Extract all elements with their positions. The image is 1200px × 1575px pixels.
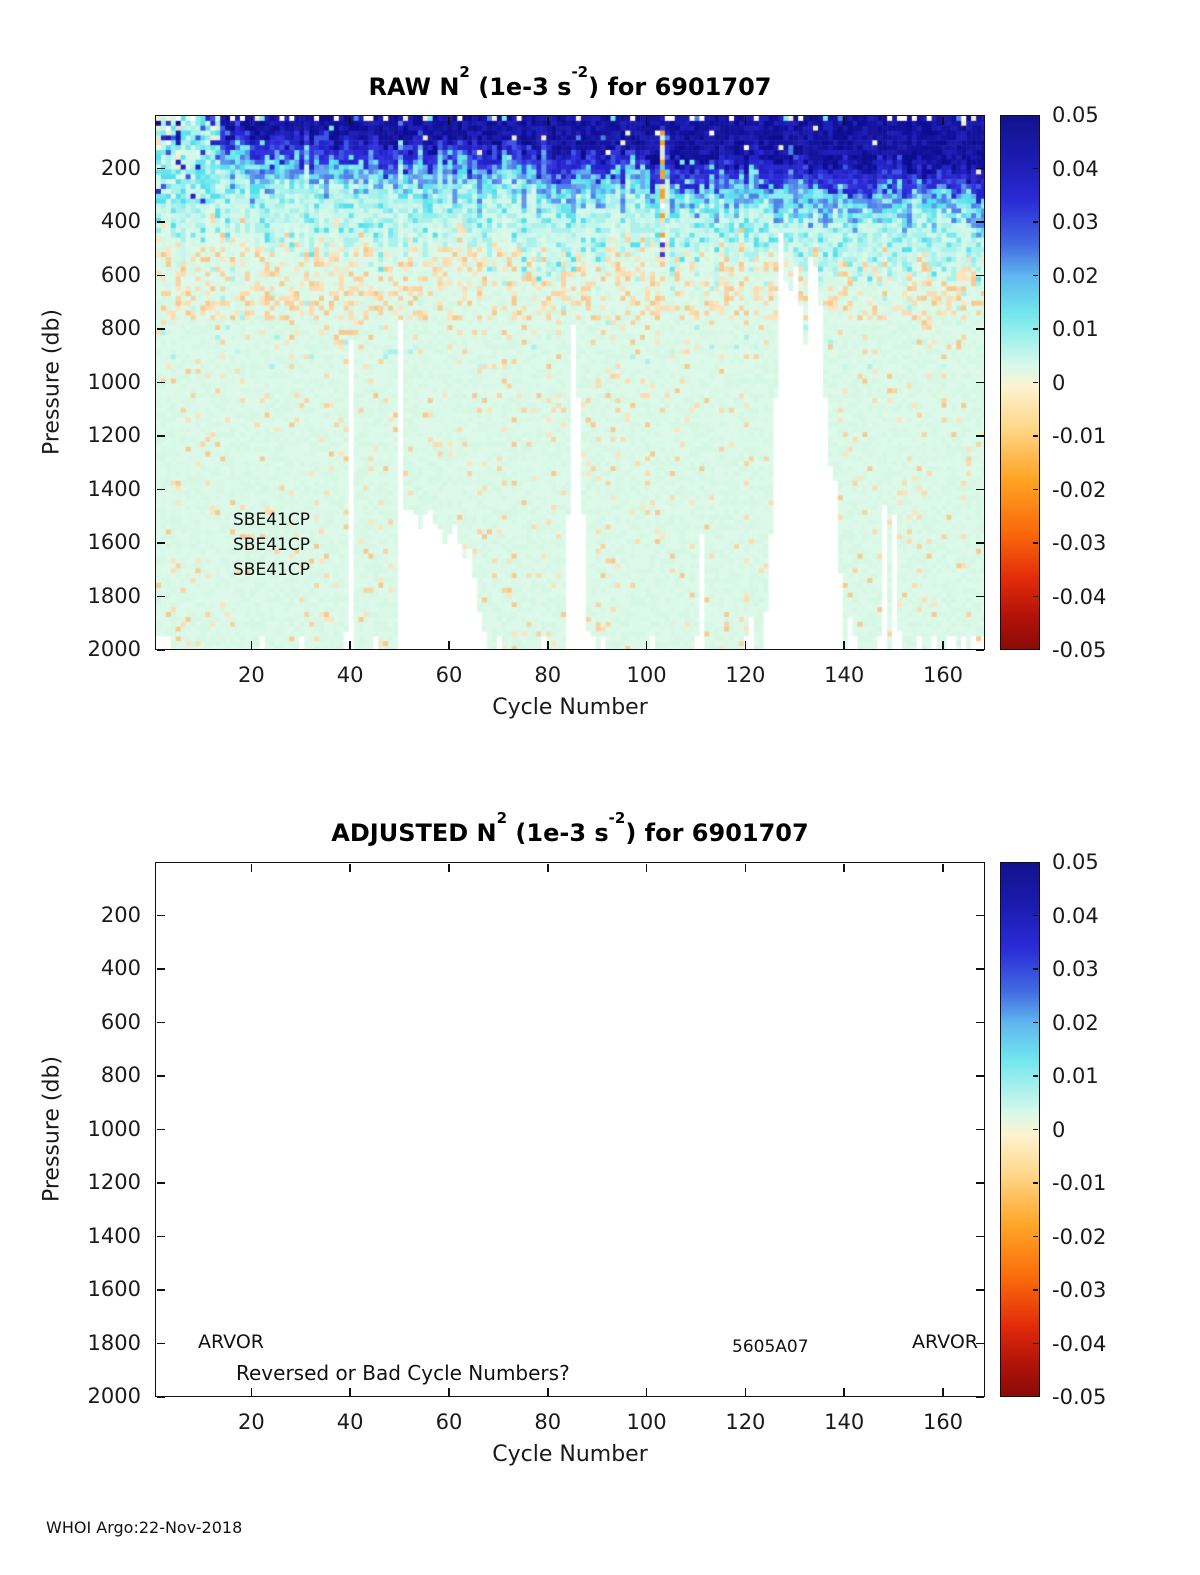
colorbar-tick-label: -0.03 bbox=[1052, 1278, 1107, 1302]
y-tick bbox=[976, 1289, 984, 1291]
colorbar-tick-label: -0.03 bbox=[1052, 531, 1107, 555]
raw-title-units: (1e-3 s bbox=[469, 73, 572, 101]
x-tick bbox=[843, 117, 845, 125]
float-model-label-right: ARVOR bbox=[912, 1331, 978, 1353]
provenance-footer: WHOI Argo:22-Nov-2018 bbox=[46, 1518, 243, 1537]
raw-chart-title bbox=[155, 63, 985, 101]
colorbar-tick-label: -0.02 bbox=[1052, 1224, 1107, 1249]
y-tick-label: 1000 bbox=[87, 1116, 141, 1141]
y-tick bbox=[157, 275, 165, 277]
colorbar-tick-label: -0.02 bbox=[1052, 477, 1107, 502]
x-tick bbox=[251, 1388, 253, 1396]
y-tick-label: 1800 bbox=[87, 1330, 141, 1355]
y-tick bbox=[976, 168, 984, 170]
y-tick-label: 1600 bbox=[87, 1277, 141, 1301]
y-tick bbox=[976, 968, 984, 970]
raw-y-axis-label: Pressure (db) bbox=[39, 308, 65, 456]
colorbar-tick bbox=[1033, 596, 1038, 598]
y-tick-label: 1200 bbox=[87, 423, 141, 447]
y-tick bbox=[976, 328, 984, 330]
y-tick-label: 1400 bbox=[87, 1223, 141, 1248]
raw-x-axis-label: Cycle Number bbox=[492, 695, 648, 720]
colorbar-tick bbox=[1033, 542, 1038, 544]
colorbar-tick-label: -0.01 bbox=[1052, 424, 1107, 448]
y-tick-label: 200 bbox=[100, 155, 141, 180]
y-tick bbox=[976, 435, 984, 437]
x-tick bbox=[547, 641, 549, 649]
colorbar-tick-label: -0.01 bbox=[1052, 1171, 1107, 1195]
y-tick bbox=[157, 649, 165, 651]
x-tick bbox=[547, 117, 549, 125]
colorbar-tick bbox=[1033, 1343, 1038, 1345]
x-tick-label: 80 bbox=[534, 1410, 562, 1434]
x-tick-label: 40 bbox=[336, 1410, 364, 1434]
y-tick-label: 800 bbox=[100, 1063, 141, 1087]
colorbar-tick-label: 0.02 bbox=[1052, 1010, 1099, 1035]
x-tick-label: 100 bbox=[626, 1410, 667, 1434]
x-tick-label: 140 bbox=[824, 1410, 865, 1434]
x-tick bbox=[942, 1388, 944, 1396]
x-tick bbox=[843, 1388, 845, 1396]
colorbar-tick bbox=[1033, 168, 1038, 170]
x-tick bbox=[745, 1388, 747, 1396]
y-tick bbox=[157, 328, 165, 330]
y-tick bbox=[157, 489, 165, 491]
x-tick bbox=[646, 117, 648, 125]
y-tick bbox=[976, 1182, 984, 1184]
colorbar-tick-label: -0.05 bbox=[1052, 638, 1107, 662]
x-tick bbox=[745, 864, 747, 872]
y-tick bbox=[976, 489, 984, 491]
y-tick-label: 1400 bbox=[87, 476, 141, 501]
x-tick bbox=[547, 1388, 549, 1396]
y-tick bbox=[157, 1075, 165, 1077]
colorbar-tick-label: 0.03 bbox=[1052, 210, 1099, 234]
x-tick-label: 100 bbox=[626, 663, 667, 687]
adjusted-title-superscript: 2 bbox=[496, 809, 508, 827]
colorbar-tick-label: 0.04 bbox=[1052, 903, 1099, 928]
x-tick bbox=[448, 117, 450, 125]
adjusted-y-axis-label: Pressure (db) bbox=[39, 1055, 65, 1203]
y-tick bbox=[157, 435, 165, 437]
colorbar-tick bbox=[1033, 435, 1038, 437]
sensor-label-3: SBE41CP bbox=[233, 560, 310, 580]
y-tick-label: 600 bbox=[100, 262, 141, 287]
y-tick-label: 2000 bbox=[87, 1384, 141, 1408]
x-tick bbox=[448, 1388, 450, 1396]
y-tick-label: 2000 bbox=[87, 637, 141, 661]
x-tick-label: 40 bbox=[336, 663, 364, 687]
x-tick-label: 20 bbox=[237, 663, 265, 687]
y-tick bbox=[976, 1075, 984, 1077]
x-tick bbox=[349, 641, 351, 649]
y-tick bbox=[976, 275, 984, 277]
colorbar-tick-label: 0 bbox=[1052, 1117, 1066, 1142]
y-tick bbox=[976, 1022, 984, 1024]
y-tick-label: 200 bbox=[100, 902, 141, 927]
colorbar-tick bbox=[1033, 275, 1038, 277]
colorbar-tick bbox=[1033, 1289, 1038, 1291]
x-tick bbox=[646, 1388, 648, 1396]
float-model-label-left: ARVOR bbox=[198, 1331, 264, 1353]
raw-heatmap-plot bbox=[155, 115, 985, 650]
raw-title-text: RAW N bbox=[368, 73, 460, 101]
y-tick bbox=[157, 1022, 165, 1024]
x-tick-label: 140 bbox=[824, 663, 865, 687]
bad-cycle-warning: Reversed or Bad Cycle Numbers? bbox=[236, 1361, 570, 1385]
colorbar-tick-label: 0.03 bbox=[1052, 957, 1099, 981]
x-tick bbox=[251, 117, 253, 125]
raw-title-units-superscript: -2 bbox=[571, 63, 589, 81]
x-tick bbox=[349, 117, 351, 125]
raw-title-superscript: 2 bbox=[459, 63, 470, 81]
y-tick bbox=[157, 168, 165, 170]
x-tick-label: 20 bbox=[237, 1410, 265, 1434]
y-tick bbox=[976, 649, 984, 651]
x-tick bbox=[251, 641, 253, 649]
y-tick bbox=[976, 221, 984, 223]
y-tick bbox=[157, 1289, 165, 1291]
y-tick-label: 600 bbox=[100, 1009, 141, 1034]
float-serial-label: 5605A07 bbox=[732, 1337, 809, 1357]
sensor-label-1: SBE41CP bbox=[233, 510, 310, 530]
raw-title-float-id: ) for 6901707 bbox=[588, 73, 772, 101]
sensor-label-2: SBE41CP bbox=[233, 535, 310, 555]
y-tick bbox=[157, 1182, 165, 1184]
colorbar-tick bbox=[1033, 1075, 1038, 1077]
y-tick bbox=[157, 382, 165, 384]
x-tick bbox=[349, 1388, 351, 1396]
colorbar-tick bbox=[1033, 328, 1038, 330]
colorbar-tick bbox=[1033, 382, 1038, 384]
adjusted-chart-title bbox=[155, 809, 985, 847]
y-tick bbox=[976, 1129, 984, 1131]
adjusted-title-units: (1e-3 s bbox=[507, 819, 609, 847]
colorbar-tick bbox=[1033, 1022, 1038, 1024]
x-tick bbox=[646, 641, 648, 649]
colorbar-tick bbox=[1033, 1129, 1038, 1131]
colorbar-tick bbox=[1033, 1236, 1038, 1238]
x-tick bbox=[349, 864, 351, 872]
x-tick bbox=[251, 864, 253, 872]
y-tick bbox=[157, 221, 165, 223]
x-tick-label: 120 bbox=[725, 663, 766, 687]
colorbar-tick bbox=[1033, 221, 1038, 223]
x-tick-label: 80 bbox=[534, 663, 562, 687]
colorbar-tick-label: 0.05 bbox=[1052, 850, 1099, 874]
x-tick bbox=[942, 641, 944, 649]
x-tick-label: 120 bbox=[725, 1410, 766, 1434]
colorbar-tick-label: -0.04 bbox=[1052, 584, 1107, 609]
y-tick bbox=[157, 596, 165, 598]
y-tick bbox=[976, 915, 984, 917]
x-tick bbox=[843, 641, 845, 649]
colorbar-tick bbox=[1033, 915, 1038, 917]
y-tick-label: 1600 bbox=[87, 530, 141, 554]
x-tick bbox=[646, 864, 648, 872]
colorbar-tick-label: 0.01 bbox=[1052, 1064, 1099, 1088]
x-tick bbox=[745, 117, 747, 125]
colorbar-tick-label: -0.04 bbox=[1052, 1331, 1107, 1356]
colorbar-tick-label: 0.04 bbox=[1052, 156, 1099, 181]
y-tick bbox=[157, 1396, 165, 1398]
y-tick-label: 1200 bbox=[87, 1170, 141, 1194]
adjusted-x-axis-label: Cycle Number bbox=[492, 1442, 648, 1467]
y-tick bbox=[157, 542, 165, 544]
adjusted-heatmap-plot bbox=[155, 862, 985, 1397]
x-tick-label: 60 bbox=[435, 1410, 463, 1434]
x-tick-label: 160 bbox=[922, 1410, 964, 1434]
colorbar-tick-label: 0 bbox=[1052, 370, 1066, 395]
x-tick bbox=[942, 864, 944, 872]
y-tick bbox=[157, 1343, 165, 1345]
colorbar-tick bbox=[1033, 489, 1038, 491]
y-tick-label: 400 bbox=[100, 956, 141, 980]
colorbar-tick-label: 0.01 bbox=[1052, 317, 1099, 341]
x-tick-label: 160 bbox=[922, 663, 964, 687]
y-tick bbox=[157, 968, 165, 970]
y-tick bbox=[976, 1236, 984, 1238]
y-tick bbox=[976, 1396, 984, 1398]
y-tick bbox=[157, 1129, 165, 1131]
x-tick bbox=[448, 641, 450, 649]
colorbar-tick bbox=[1033, 1182, 1038, 1184]
x-tick-label: 60 bbox=[435, 663, 463, 687]
colorbar-tick bbox=[1033, 968, 1038, 970]
y-tick-label: 1000 bbox=[87, 369, 141, 394]
colorbar-tick-label: 0.02 bbox=[1052, 263, 1099, 288]
x-tick bbox=[942, 117, 944, 125]
y-tick bbox=[157, 915, 165, 917]
x-tick bbox=[547, 864, 549, 872]
y-tick bbox=[976, 542, 984, 544]
y-tick-label: 800 bbox=[100, 316, 141, 340]
adjusted-title-float-id: ) for 6901707 bbox=[625, 819, 809, 847]
colorbar-tick-label: -0.05 bbox=[1052, 1385, 1107, 1409]
y-tick bbox=[976, 596, 984, 598]
x-tick bbox=[843, 864, 845, 872]
y-tick-label: 1800 bbox=[87, 583, 141, 608]
adjusted-title-units-superscript: -2 bbox=[608, 809, 626, 827]
adjusted-title-text: ADJUSTED N bbox=[331, 819, 497, 847]
x-tick bbox=[745, 641, 747, 649]
y-tick-label: 400 bbox=[100, 209, 141, 233]
y-tick bbox=[157, 1236, 165, 1238]
colorbar-tick-label: 0.05 bbox=[1052, 103, 1099, 127]
x-tick bbox=[448, 864, 450, 872]
y-tick bbox=[976, 382, 984, 384]
